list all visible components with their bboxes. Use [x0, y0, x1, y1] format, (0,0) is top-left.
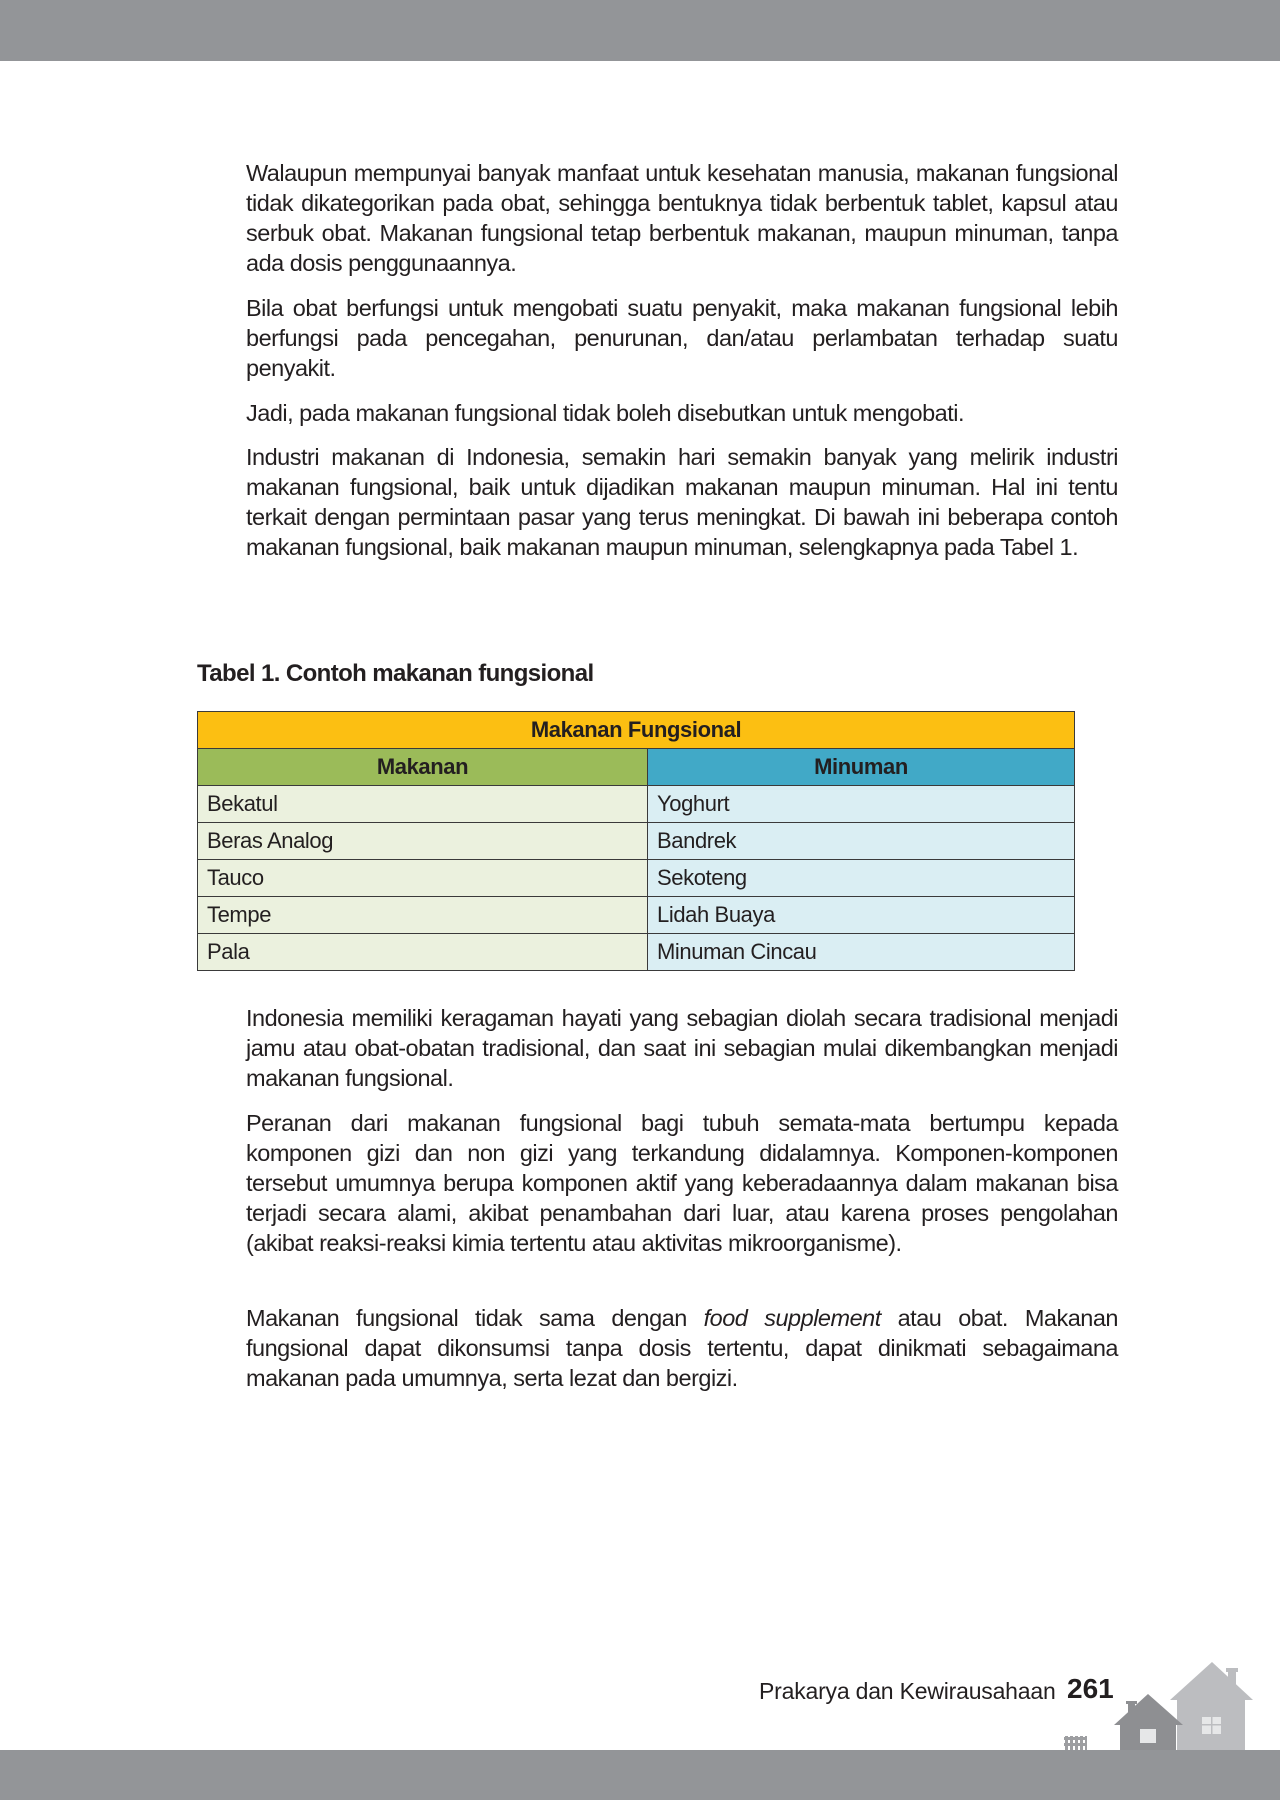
table-title: Makanan Fungsional — [198, 712, 1075, 749]
cell-makanan: Beras Analog — [198, 823, 648, 860]
cell-minuman: Yoghurt — [648, 786, 1075, 823]
cell-makanan: Tempe — [198, 897, 648, 934]
cell-makanan: Pala — [198, 934, 648, 971]
cell-makanan: Tauco — [198, 860, 648, 897]
cell-minuman: Sekoteng — [648, 860, 1075, 897]
cell-minuman: Lidah Buaya — [648, 897, 1075, 934]
page-number: 261 — [1067, 1673, 1114, 1704]
paragraph-5: Indonesia memiliki keragaman hayati yang sebagian diolah secara tradisional menjadi jamu atau obat-obatan tradisional, dan saat ini sebagian mulai dikembangkan menjadi makanan fungsional. — [246, 1005, 1118, 1091]
footer-bar — [0, 1750, 1280, 1800]
paragraph-3: Jadi, pada makanan fungsional tidak boleh disebutkan untuk mengobati. — [246, 400, 965, 426]
cell-minuman: Minuman Cincau — [648, 934, 1075, 971]
paragraph-6: Peranan dari makanan fungsional bagi tubuh semata-mata bertumpu kepada komponen gizi dan non gizi yang terkandung didalamnya. Komponen-komponen tersebut umumnya berupa komponen aktif yang keberadaannya dalam makanan bisa terjadi secara alami, akibat penambahan dari luar, atau karena proses pengolahan (akibat reaksi-reaksi kimia tertentu atau aktivitas mikroorganisme). — [246, 1110, 1118, 1256]
table-row — [198, 897, 1075, 934]
table-row — [198, 786, 1075, 823]
paragraph-4: Industri makanan di Indonesia, semakin hari semakin banyak yang melirik industri makanan fungsional, baik untuk dijadikan makanan maupun minuman. Hal ini tentu terkait dengan permintaan pasar yang terus meningkat. Di bawah ini beberapa contoh makanan fungsional, baik makanan maupun minuman, selengkapnya pada Tabel 1. — [246, 444, 1118, 560]
houses-icon — [1060, 1650, 1280, 1750]
table-row — [198, 823, 1075, 860]
paragraph-1: Walaupun mempunyai banyak manfaat untuk kesehatan manusia, makanan fungsional tidak dikategorikan pada obat, sehingga bentuknya tidak berbentuk tablet, kapsul atau serbuk obat. Makanan fungsional tetap berbentuk makanan, maupun minuman, tanpa ada dosis penggunaannya. — [246, 160, 1118, 276]
functional-food-table — [197, 711, 1075, 971]
italic-term: food supplement — [703, 1305, 881, 1331]
paragraph-7-end: atau obat. Makanan fungsional dapat dikonsumsi tanpa dosis tertentu, dapat dinikmati sebagaimana makanan pada umumnya, serta lezat dan bergizi. — [246, 1305, 1118, 1391]
paragraph-7-start: Makanan fungsional tidak sama dengan — [246, 1305, 704, 1331]
book-title: Prakarya dan Kewirausahaan — [759, 1678, 1056, 1704]
column-header-minuman: Minuman — [648, 749, 1075, 786]
table-row — [198, 860, 1075, 897]
table-row — [198, 934, 1075, 971]
table-caption: Tabel 1. Contoh makanan fungsional — [197, 660, 594, 687]
header-bar — [0, 0, 1280, 61]
paragraph-7 — [246, 1303, 1118, 1393]
paragraph-2: Bila obat berfungsi untuk mengobati suatu penyakit, maka makanan fungsional lebih berfungsi pada pencegahan, penurunan, dan/atau perlambatan terhadap suatu penyakit. — [246, 295, 1118, 381]
cell-minuman: Bandrek — [648, 823, 1075, 860]
cell-makanan: Bekatul — [198, 786, 648, 823]
column-header-makanan: Makanan — [198, 749, 648, 786]
